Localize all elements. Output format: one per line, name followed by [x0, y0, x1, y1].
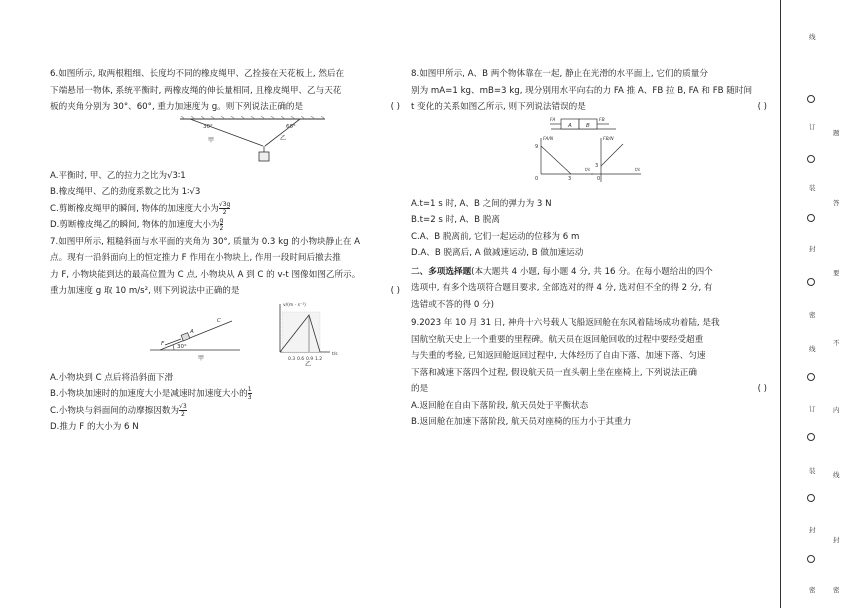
margin-inner-5: 密 [809, 311, 816, 319]
q6-option-a: A.平衡时, 甲、乙的拉力之比为√3∶1 [50, 170, 186, 181]
vt-tick-4: 1.2 [315, 356, 323, 362]
q6-line3: 板的夹角分别为 30°、60°, 重力加速度为 g。则下列说法正确的是 [50, 102, 304, 112]
section-2-line3: 选错或不答的得 0 分) [411, 299, 495, 310]
q6-c-fraction: $\frac{√3g}{2}$ [218, 200, 231, 216]
q6-figure-svg [50, 116, 400, 164]
fb-label: FB [599, 117, 605, 123]
binding-margin [783, 0, 860, 608]
margin-circle-6 [807, 433, 815, 441]
vt-y-axis-label: v/(m · s⁻¹) [283, 302, 306, 308]
margin-inner-4: 封 [809, 245, 816, 253]
margin-inner-10: 密 [809, 586, 816, 594]
margin-inner-3: 装 [809, 184, 816, 192]
q6-option-c: C.剪断橡皮绳甲的瞬间, 物体的加速度大小为 $\frac{√3g}{2}$ [50, 200, 231, 216]
margin-circle-3 [807, 214, 815, 222]
q7-option-c: C.小物块与斜面间的动摩擦因数为 $\frac{√3}{2}$ [50, 402, 187, 418]
margin-outer-6: 线 [833, 471, 840, 479]
q7-b-fraction: $\frac{1}{3}$ [247, 386, 252, 401]
q8-figure-svg [411, 116, 767, 196]
fb-tick-0: 0 [597, 175, 601, 182]
rope-jia [190, 119, 263, 146]
q7-label-yi: 乙 [305, 360, 312, 366]
vt-x-axis-label: t/s [332, 351, 338, 357]
fa-label: FA [550, 117, 556, 123]
vt-tick-3: 0.9 [306, 356, 314, 362]
q7-line3: 力 F, 小物块能到达的最高位置为 C 点, 小物块从 A 到 C 的 v-t 图像如图乙所示。 [50, 269, 361, 280]
small-block [181, 332, 190, 340]
question-8 [411, 66, 767, 262]
q9-line5: 的是 [411, 384, 429, 394]
margin-circle-1 [807, 95, 815, 103]
margin-outer-7: 封 [833, 536, 840, 544]
fb-tick-3: 3 [595, 162, 599, 169]
margin-outer-1: 题 [833, 129, 840, 137]
fb-ts-label: t/s [635, 166, 640, 172]
left-column [50, 0, 400, 436]
q7-angle-label: 30° [177, 343, 187, 350]
q9-line3: 与失重的考验, 已知返回舱返回过程中, 大体经历了自由下落、加速下落、匀速 [411, 351, 706, 361]
q9-option-b: B.返回舱在加速下落阶段, 航天员对座椅的压力小于其重力 [411, 417, 632, 427]
fa-tick-9: 9 [535, 143, 539, 150]
right-column [411, 0, 767, 431]
block-b-label: B [586, 122, 590, 129]
margin-outer-2: 答 [833, 199, 840, 207]
q6-option-d: D.剪断橡皮绳乙的瞬间, 物体的加速度大小为 $\frac{g}{2}$ [50, 217, 224, 232]
q8-line3: t 变化的关系如图乙所示, 则下列说法错误的是 [411, 102, 586, 112]
q7-line2: 点。现有一沿斜面向上的恒定推力 F 作用在小物块上, 作用一段时间后撤去推 [50, 253, 341, 263]
margin-outer-5: 内 [833, 406, 840, 414]
q9-line2: 国航空航天史上一个重要的里程碑。航天员在返回舱回收的过程中要经受超重 [411, 334, 704, 345]
margin-circle-5 [807, 373, 815, 381]
question-6 [50, 66, 400, 234]
q9-line1: 9.2023 年 10 月 31 日, 神舟十六号载人飞船返回舱在东风着陆场成功着陆, 是我 [411, 318, 720, 328]
fa-ts-label: t/s [585, 166, 590, 172]
section-2-title: 二、多项选择题 [411, 266, 472, 277]
q8-option-a: A.t=1 s 时, A、B 之间的弹力为 3 N [411, 198, 552, 209]
question-9 [411, 315, 767, 431]
incline-line [160, 321, 232, 350]
q6-line2: 下端悬吊一物体, 系统平衡时, 两橡皮绳的伸长量相同, 且橡皮绳甲、乙与天花 [50, 85, 342, 96]
margin-inner-9: 封 [809, 526, 816, 534]
fa-tick-0: 0 [535, 175, 539, 182]
margin-circle-8 [807, 555, 815, 563]
q8-figure [411, 116, 767, 196]
q8-option-d: D.A、B 脱离后, A 做减速运动, B 做加速运动 [411, 248, 584, 258]
q7-line1: 7.如图甲所示, 粗糙斜面与水平面的夹角为 30°, 质量为 0.3 kg 的小物块静止在 A [50, 236, 361, 247]
section-2-line2: 选项中, 有多个选项符合题目要求, 全部选对的得 4 分, 选对但不全的得 2 分, 有 [411, 283, 713, 293]
point-c-label: C [217, 317, 221, 324]
fb-line [601, 144, 623, 166]
q6-angle-30: 30° [203, 123, 213, 130]
binding-margin-line [780, 0, 781, 608]
q9-option-a: A.返回舱在自由下落阶段, 航天员处于平衡状态 [411, 400, 589, 411]
fa-line [541, 146, 571, 174]
q7-label-jia: 甲 [198, 354, 205, 362]
vt-tick-1: 0.3 [288, 356, 296, 362]
margin-inner-2: 订 [809, 123, 816, 131]
block-a-label: A [568, 122, 572, 129]
q7-figure-svg [50, 300, 400, 366]
hanging-block [259, 152, 269, 161]
margin-inner-8: 装 [809, 467, 816, 475]
margin-outer-8: 密 [833, 586, 840, 594]
q8-answer-bracket: ( ) [757, 102, 767, 112]
margin-circle-4 [807, 278, 815, 286]
margin-circle-7 [807, 494, 815, 502]
q7-figure [50, 300, 400, 366]
q7-option-d: D.推力 F 的大小为 6 N [50, 422, 139, 432]
margin-outer-4: 不 [833, 339, 840, 347]
fa-axis-label: FA/N [543, 136, 554, 142]
q6-d-fraction: $\frac{g}{2}$ [219, 217, 224, 232]
q6-option-b: B.橡皮绳甲、乙的劲度系数之比为 1∶√3 [50, 187, 201, 197]
q7-c-fraction: $\frac{√3}{2}$ [179, 402, 187, 418]
q7-option-b: B.小物块加速时的加速度大小是减速时加速度大小的 $\frac{1}{3}$ [50, 386, 252, 401]
q6-answer-bracket: ( ) [390, 102, 400, 112]
fb-axis-label: FB/N [603, 136, 614, 142]
fa-tick-3: 3 [568, 175, 572, 182]
q8-line2: 别为 mA=1 kg、mB=3 kg, 现分别用水平向右的力 FA 推 A、FB 拉 B, FA 和 FB 随时间 [411, 85, 753, 96]
q6-figure [50, 116, 400, 164]
margin-inner-6: 线 [809, 345, 816, 353]
margin-outer-3: 要 [833, 269, 840, 277]
q6-label-yi: 乙 [280, 134, 287, 142]
margin-inner-1: 线 [809, 33, 816, 41]
q8-line1: 8.如图甲所示, A、B 两个物体靠在一起, 静止在光滑的水平面上, 它们的质量分 [411, 69, 708, 79]
q7-answer-bracket: ( ) [390, 286, 400, 296]
q6-angle-60: 60° [286, 123, 296, 130]
q9-answer-bracket: ( ) [757, 384, 767, 394]
q6-label-jia: 甲 [208, 136, 215, 144]
q8-option-c: C.A、B 脱离前, 它们一起运动的位移为 6 m [411, 231, 580, 242]
incline-angle-arc [173, 345, 174, 350]
q8-option-b: B.t=2 s 时, A、B 脱离 [411, 215, 500, 225]
section-2 [411, 264, 767, 314]
question-7 [50, 234, 400, 436]
q6-line1: 6.如图所示, 取两根粗细、长度均不同的橡皮绳甲、乙拴接在天花板上, 然后在 [50, 69, 345, 79]
margin-inner-7: 订 [809, 405, 816, 413]
force-f-label: F [161, 340, 165, 347]
margin-circle-2 [807, 155, 815, 163]
vt-tick-2: 0.6 [297, 356, 305, 362]
q9-line4: 下落和减速下落四个过程, 假设航天员一直头朝上坐在座椅上, 下列说法正确 [411, 367, 697, 378]
q7-option-a: A.小物块到 C 点后将沿斜面下滑 [50, 372, 174, 383]
section-2-line1: (本大题共 4 小题, 每小题 4 分, 共 16 分。在每小题给出的四个 [471, 266, 713, 277]
point-a-label: A [190, 328, 194, 335]
q7-line4: 重力加速度 g 取 10 m/s², 则下列说法中正确的是 [50, 286, 240, 296]
